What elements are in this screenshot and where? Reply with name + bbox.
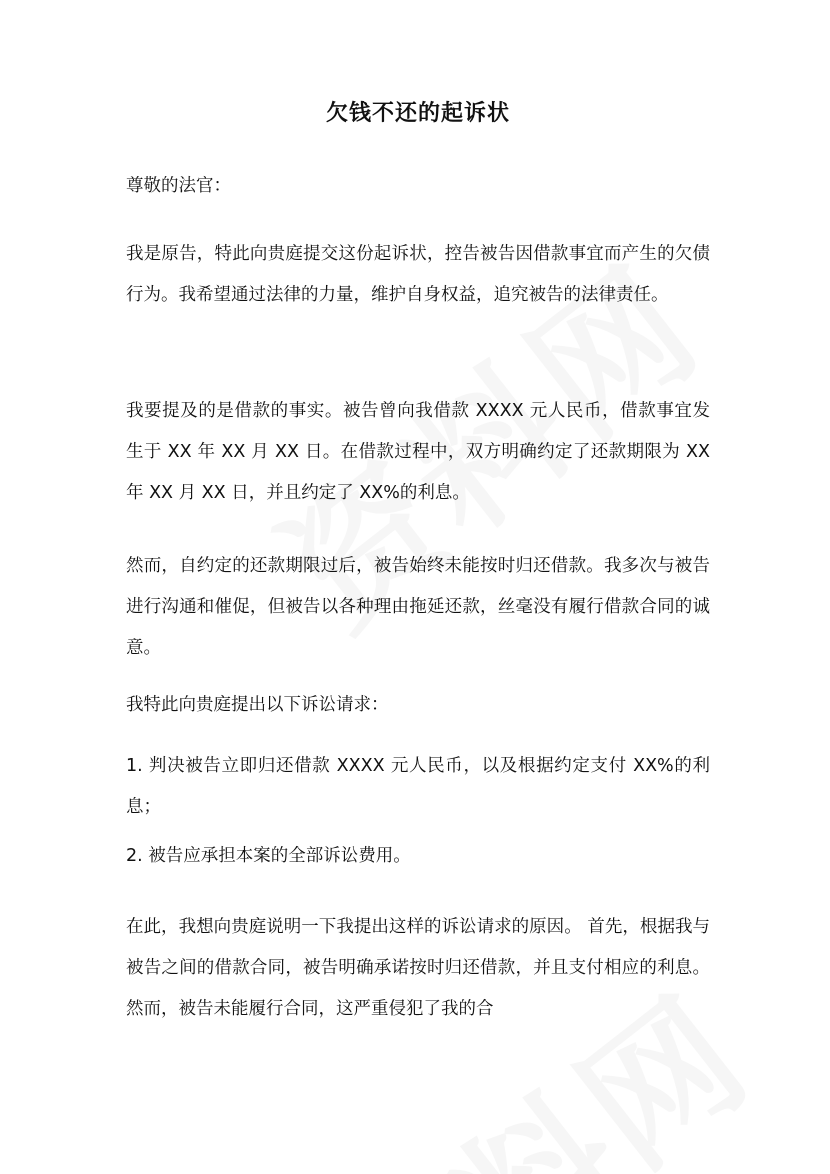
paragraph-claims-intro: 我特此向贵庭提出以下诉讼请求： xyxy=(126,695,389,715)
paragraph-loan-facts: 我要提及的是借款的事实。被告曾向我借款 XXXX 元人民币，借款事宜发生于 XX 年 XX 月 XX 日。在借款过程中，双方明确约定了还款期限为 XX 年 XX 月 XX 日，并且约定了 XX%的利息。 xyxy=(126,401,710,503)
claim-item-1: 1. 判决被告立即归还借款 XXXX 元人民币，以及根据约定支付 XX%的利息； xyxy=(126,756,710,817)
paragraph-intro: 我是原告，特此向贵庭提交这份起诉状，控告被告因借款事宜而产生的欠债行为。我希望通过法律的力量，维护自身权益，追究被告的法律责任。 xyxy=(126,244,710,305)
paragraph-reasons: 在此，我想向贵庭说明一下我提出这样的诉讼请求的原因。 首先，根据我与被告之间的借款合同，被告明确承诺按时归还借款，并且支付相应的利息。然而，被告未能履行合同，这严重侵犯了我的合 xyxy=(126,917,710,1019)
document-title: 欠钱不还的起诉状 xyxy=(325,101,510,126)
paragraph-default: 然而，自约定的还款期限过后，被告始终未能按时归还借款。我多次与被告进行沟通和催促，但被告以各种理由拖延还款，丝毫没有履行借款合同的诚意。 xyxy=(126,556,710,658)
claim-item-2: 2. 被告应承担本案的全部诉讼费用。 xyxy=(126,846,411,866)
salutation: 尊敬的法官： xyxy=(126,176,231,196)
